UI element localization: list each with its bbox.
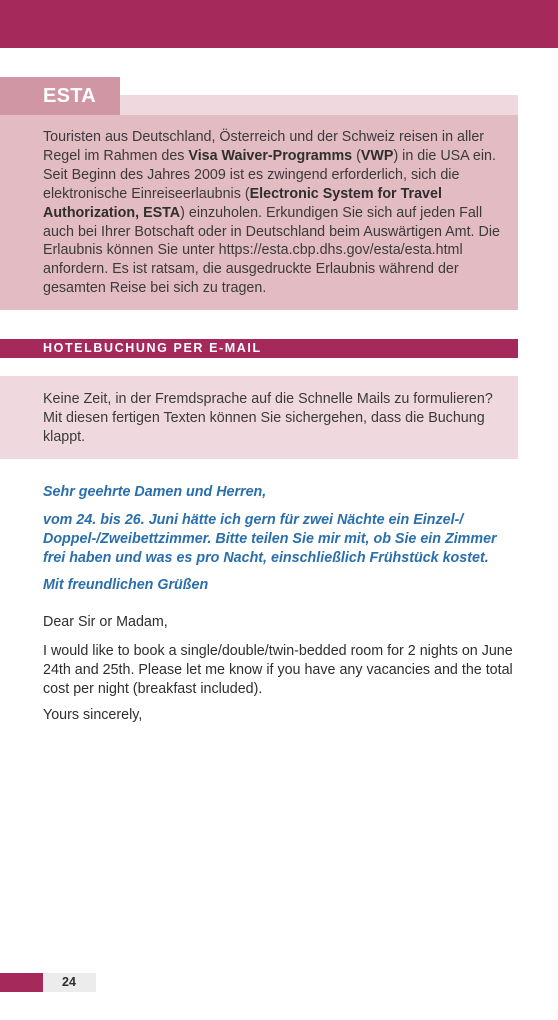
- page-number: 24: [62, 975, 76, 989]
- esta-text-bold: Electronic System for Travel Authorization, ESTA: [43, 185, 442, 221]
- footer-color-bar: [0, 973, 43, 992]
- esta-text-part: ) einzuholen. Erkundigen Sie sich auf jeden Fall auch bei Ihrer Botschaft oder in Deutschland beim Auswärtigen Amt. Die Erlaubnis können Sie unter https://esta.cbp.dhs.gov/esta/esta.html anfordern. Es ist ratsam, die ausgedruckte Erlaubnis während der gesamten Reise bei sich zu tragen.: [43, 204, 500, 297]
- german-greeting: Sehr geehrte Damen und Herren,: [43, 484, 267, 500]
- page-number-box: [43, 973, 96, 992]
- english-body: I would like to book a single/double/twin-bedded room for 2 nights on June 24th and 25th. Please let me know if you have any vacancies and the total cost per night (breakfast included).: [43, 643, 513, 697]
- hotel-heading-bar: [0, 339, 518, 358]
- hotel-intro-text: Keine Zeit, in der Fremdsprache auf die Schnelle Mails zu formulieren? Mit diesen fertigen Texten können Sie sichergehen, dass die Buchung klappt.: [43, 391, 493, 445]
- esta-header-band: [120, 95, 518, 115]
- english-greeting: Dear Sir or Madam,: [43, 614, 168, 630]
- esta-text-part: (: [352, 147, 361, 164]
- hotel-heading: HOTELBUCHUNG PER E-MAIL: [43, 341, 262, 355]
- english-closing: Yours sincerely,: [43, 707, 143, 723]
- esta-title: ESTA: [43, 85, 97, 107]
- esta-title-tab: [0, 77, 120, 115]
- esta-text-bold: Visa Waiver-Programms: [188, 147, 353, 164]
- esta-text: [43, 128, 505, 298]
- esta-text-bold: VWP: [360, 147, 394, 164]
- top-color-band: [0, 0, 558, 48]
- german-closing: Mit freundlichen Grüßen: [43, 577, 209, 593]
- german-body: vom 24. bis 26. Juni hätte ich gern für zwei Nächte ein Einzel-/ Doppel-/Zweibettzimmer. Bitte teilen Sie mir mit, ob Sie ein Zimmer frei haben und was es pro Nacht, einschließlich Frühstück kostet.: [43, 512, 497, 566]
- esta-text-part: ) in die USA ein. Seit Beginn des Jahres 2009 ist es zwingend erforderlich, sich die elektronische Einreiseerlaubnis (: [43, 147, 496, 202]
- esta-text-part: Touristen aus Deutschland, Österreich und der Schweiz reisen in aller Regel im Rahmen des: [43, 129, 485, 164]
